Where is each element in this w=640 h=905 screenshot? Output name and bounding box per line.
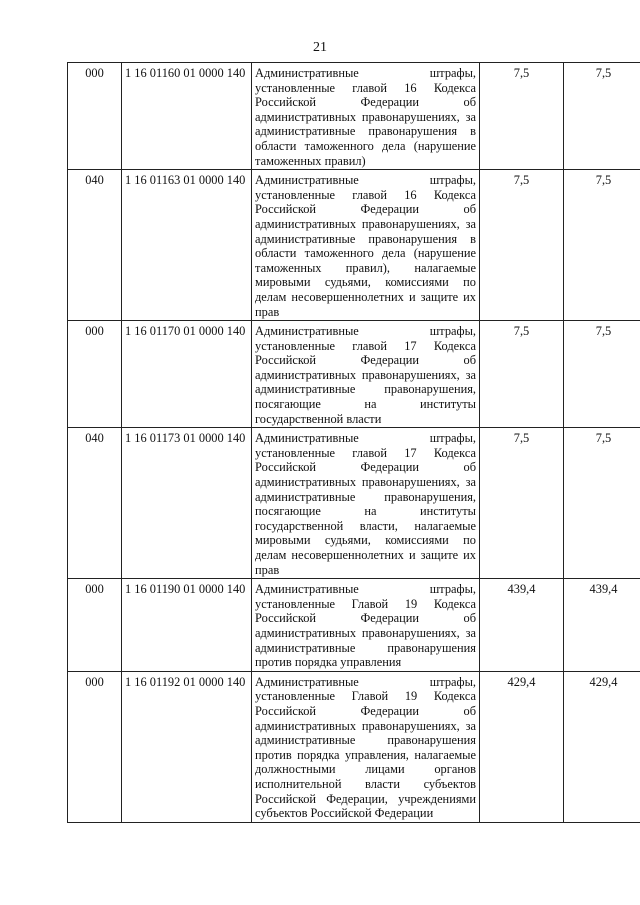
description-cell: Административные штрафы, установленные главой 17 Кодекса Российской Федерации об административных правонарушениях, за административные правонарушения, посягающие на институты государственной власти: [252, 321, 480, 428]
admin-code-cell: 000: [68, 321, 122, 428]
budget-code-cell: 1 16 01160 01 0000 140: [122, 63, 252, 170]
admin-code-cell: 040: [68, 170, 122, 321]
budget-table: [67, 62, 640, 823]
admin-code-cell: 000: [68, 63, 122, 170]
value-cell-2: 7,5: [564, 170, 640, 321]
budget-code-cell: 1 16 01190 01 0000 140: [122, 579, 252, 672]
budget-code-cell: 1 16 01192 01 0000 140: [122, 671, 252, 822]
value-cell-2: 7,5: [564, 428, 640, 579]
value-cell-1: 7,5: [480, 170, 564, 321]
table-row: [68, 63, 640, 170]
budget-code-cell: 1 16 01163 01 0000 140: [122, 170, 252, 321]
page-number: 21: [313, 40, 327, 55]
description-cell: Административные штрафы, установленные Главой 19 Кодекса Российской Федерации об административных правонарушениях, за административные правонарушения против порядка управления, налагаемые должностными лицами органов исполнительной власти субъектов Российской Федерации, учреждениями субъектов Российской Федерации: [252, 671, 480, 822]
value-cell-1: 429,4: [480, 671, 564, 822]
value-cell-1: 439,4: [480, 579, 564, 672]
value-cell-2: 429,4: [564, 671, 640, 822]
value-cell-1: 7,5: [480, 321, 564, 428]
value-cell-2: 7,5: [564, 63, 640, 170]
table-row: [68, 170, 640, 321]
admin-code-cell: 000: [68, 671, 122, 822]
description-cell: Административные штрафы, установленные Главой 19 Кодекса Российской Федерации об административных правонарушениях, за административные правонарушения против порядка управления: [252, 579, 480, 672]
admin-code-cell: 040: [68, 428, 122, 579]
value-cell-1: 7,5: [480, 63, 564, 170]
value-cell-2: 439,4: [564, 579, 640, 672]
table-row: [68, 321, 640, 428]
budget-code-cell: 1 16 01170 01 0000 140: [122, 321, 252, 428]
budget-code-cell: 1 16 01173 01 0000 140: [122, 428, 252, 579]
description-cell: Административные штрафы, установленные главой 17 Кодекса Российской Федерации об административных правонарушениях, за административные правонарушения, посягающие на институты государственной власти, налагаемые мировыми судьями, комиссиями по делам несовершеннолетних и защите их прав: [252, 428, 480, 579]
table-row: [68, 579, 640, 672]
value-cell-2: 7,5: [564, 321, 640, 428]
table-row: [68, 428, 640, 579]
description-cell: Административные штрафы, установленные главой 16 Кодекса Российской Федерации об административных правонарушениях, за административные правонарушения в области таможенного дела (нарушение таможенных правил): [252, 63, 480, 170]
value-cell-1: 7,5: [480, 428, 564, 579]
table-row: [68, 671, 640, 822]
admin-code-cell: 000: [68, 579, 122, 672]
description-cell: Административные штрафы, установленные главой 16 Кодекса Российской Федерации об административных правонарушениях, за административные правонарушения в области таможенного дела (нарушение таможенных правил), налагаемые мировыми судьями, комиссиями по делам несовершеннолетних и защите их прав: [252, 170, 480, 321]
